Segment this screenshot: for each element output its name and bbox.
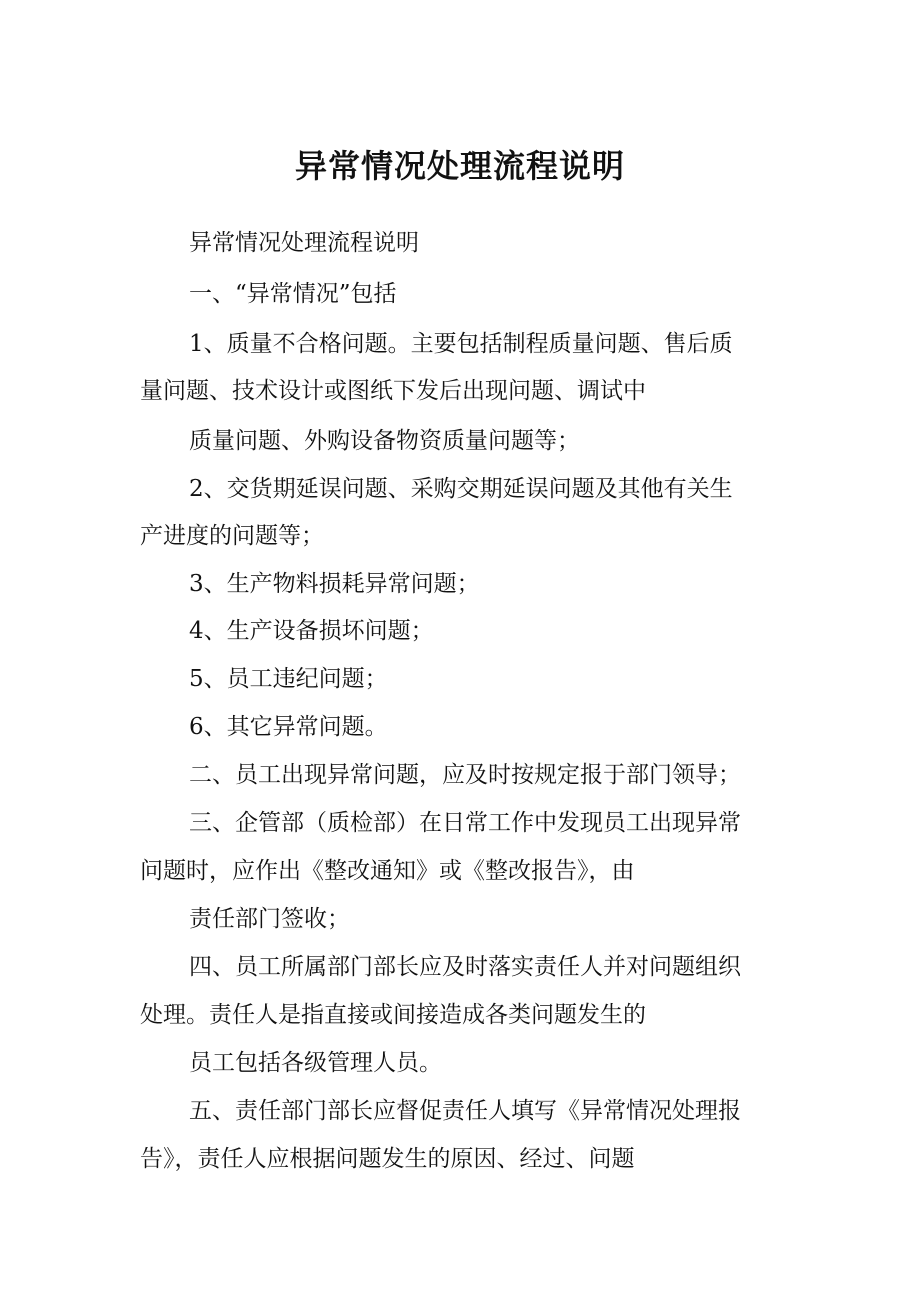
body-line-section-3: 三、企管部（质检部）在日常工作中发现员工出现异常	[189, 810, 741, 836]
body-line-section-5: 五、责任部门部长应督促责任人填写《异常情况处理报	[189, 1098, 741, 1124]
body-line-item-2: 2、交货期延误问题、采购交期延误问题及其他有关生	[189, 476, 733, 502]
body-line-section-3-cont2: 责任部门签收；	[189, 906, 350, 932]
body-line-section-3-cont: 问题时，应作出《整改通知》或《整改报告》，由	[140, 858, 635, 884]
body-line-item-2-cont: 产进度的问题等；	[140, 523, 324, 549]
body-line-section-2: 二、员工出现异常问题，应及时按规定报于部门领导；	[189, 762, 741, 788]
body-line-item-1: 1、质量不合格问题。主要包括制程质量问题、售后质	[189, 331, 733, 357]
body-line-section-1: 一、“异常情况”包括	[189, 281, 397, 307]
document-title: 异常情况处理流程说明	[294, 147, 625, 185]
body-line-item-1-cont: 量问题、技术设计或图纸下发后出现问题、调试中	[140, 378, 646, 404]
body-line-section-5-cont: 告》，责任人应根据问题发生的原因、经过、问题	[140, 1146, 635, 1172]
body-line-item-5: 5、员工违纪问题；	[189, 666, 388, 692]
body-line-section-4-cont: 处理。责任人是指直接或间接造成各类问题发生的	[140, 1002, 646, 1028]
body-line-section-4-cont2: 员工包括各级管理人员。	[189, 1050, 442, 1076]
body-line-item-6: 6、其它异常问题。	[189, 714, 388, 740]
body-line-item-3: 3、生产物料损耗异常问题；	[189, 571, 480, 597]
body-line-section-4: 四、员工所属部门部长应及时落实责任人并对问题组织	[189, 954, 741, 980]
body-line-item-1-cont2: 质量问题、外购设备物资质量问题等；	[189, 428, 580, 454]
body-line-subtitle: 异常情况处理流程说明	[189, 230, 419, 256]
body-line-item-4: 4、生产设备损坏问题；	[189, 618, 434, 644]
